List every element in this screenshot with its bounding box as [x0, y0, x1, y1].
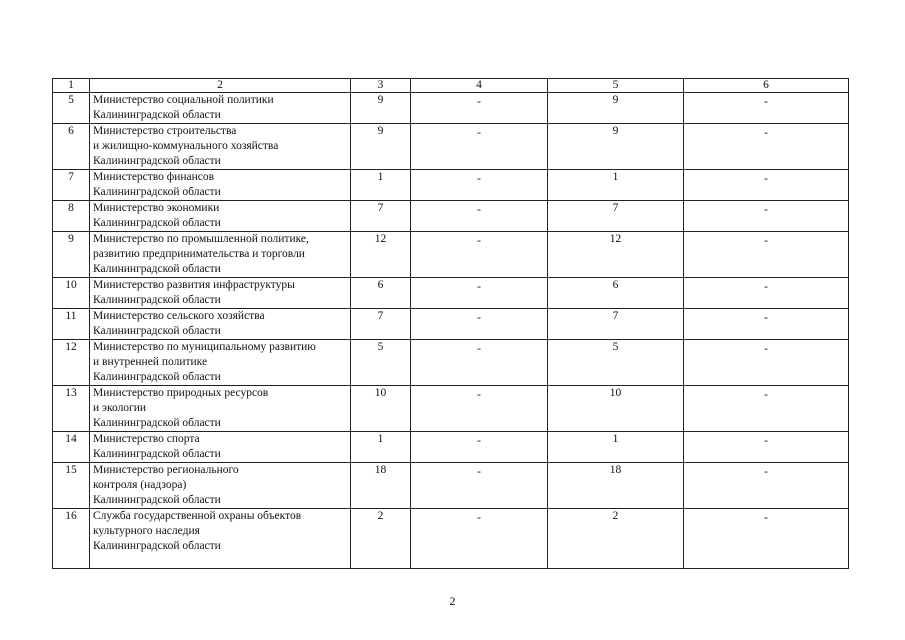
row-number: 9	[53, 232, 90, 278]
col6-value: -	[684, 509, 849, 569]
table-row	[53, 509, 849, 569]
col5-value: 1	[548, 432, 684, 463]
col6-value: -	[684, 278, 849, 309]
name-line: Министерство по промышленной политике,	[93, 233, 309, 245]
name-line: развитию предпринимательства и торговли	[93, 248, 305, 260]
col4-value: -	[411, 509, 548, 569]
organization-name	[90, 124, 351, 170]
name-line: Калининградской области	[93, 540, 221, 552]
col4-value: -	[411, 93, 548, 124]
row-number: 13	[53, 386, 90, 432]
col3-value: 6	[351, 278, 411, 309]
organization-name	[90, 93, 351, 124]
table-row	[53, 278, 849, 309]
name-line: Министерство развития инфраструктуры	[93, 279, 295, 291]
organization-name	[90, 201, 351, 232]
col3-value: 1	[351, 432, 411, 463]
col6-value: -	[684, 386, 849, 432]
header-col-5: 5	[548, 79, 684, 93]
name-line: Министерство сельского хозяйства	[93, 310, 265, 322]
row-number: 8	[53, 201, 90, 232]
col5-value: 7	[548, 201, 684, 232]
name-line: и внутренней политике	[93, 356, 208, 368]
name-line: Министерство строительства	[93, 125, 237, 137]
col5-value: 5	[548, 340, 684, 386]
name-line: Калининградской области	[93, 294, 221, 306]
name-line: Министерство природных ресурсов	[93, 387, 269, 399]
row-number: 10	[53, 278, 90, 309]
row-number: 15	[53, 463, 90, 509]
col4-value: -	[411, 432, 548, 463]
col5-value: 10	[548, 386, 684, 432]
organization-name	[90, 170, 351, 201]
table-row	[53, 170, 849, 201]
table-row	[53, 386, 849, 432]
col3-value: 9	[351, 93, 411, 124]
row-number: 12	[53, 340, 90, 386]
name-line: Калининградской области	[93, 109, 221, 121]
organization-name	[90, 463, 351, 509]
table-row	[53, 201, 849, 232]
organization-name	[90, 309, 351, 340]
organization-name	[90, 509, 351, 569]
row-number: 16	[53, 509, 90, 569]
name-line: Калининградской области	[93, 494, 221, 506]
col4-value: -	[411, 463, 548, 509]
allocation-table	[52, 78, 849, 569]
table-row	[53, 93, 849, 124]
name-line: Министерство регионального	[93, 464, 239, 476]
col6-value: -	[684, 232, 849, 278]
organization-name	[90, 232, 351, 278]
table-row	[53, 124, 849, 170]
name-line: Служба государственной охраны объектов	[93, 510, 302, 522]
col3-value: 12	[351, 232, 411, 278]
row-number: 7	[53, 170, 90, 201]
organization-name	[90, 432, 351, 463]
name-line: контроля (надзора)	[93, 479, 187, 491]
organization-name	[90, 386, 351, 432]
col4-value: -	[411, 309, 548, 340]
name-line: культурного наследия	[93, 525, 200, 537]
name-line: Калининградской области	[93, 217, 221, 229]
col3-value: 9	[351, 124, 411, 170]
name-line: Калининградской области	[93, 263, 221, 275]
col6-value: -	[684, 170, 849, 201]
name-line: Калининградской области	[93, 186, 221, 198]
col3-value: 7	[351, 201, 411, 232]
name-line: и жилищно-коммунального хозяйства	[93, 140, 279, 152]
col4-value: -	[411, 340, 548, 386]
col5-value: 12	[548, 232, 684, 278]
header-col-4: 4	[411, 79, 548, 93]
table-row	[53, 232, 849, 278]
name-line: и экологии	[93, 402, 147, 414]
col6-value: -	[684, 309, 849, 340]
row-number: 11	[53, 309, 90, 340]
name-line: Калининградской области	[93, 155, 221, 167]
name-line: Министерство спорта	[93, 433, 200, 445]
name-line: Министерство экономики	[93, 202, 220, 214]
col5-value: 7	[548, 309, 684, 340]
name-line: Калининградской области	[93, 448, 221, 460]
col3-value: 10	[351, 386, 411, 432]
organization-name	[90, 278, 351, 309]
name-line: Министерство по муниципальному развитию	[93, 341, 316, 353]
col4-value: -	[411, 201, 548, 232]
col4-value: -	[411, 232, 548, 278]
col4-value: -	[411, 278, 548, 309]
name-line: Министерство финансов	[93, 171, 215, 183]
row-number: 14	[53, 432, 90, 463]
col6-value: -	[684, 124, 849, 170]
row-number: 6	[53, 124, 90, 170]
col5-value: 1	[548, 170, 684, 201]
table-row	[53, 340, 849, 386]
page-number: 2	[449, 594, 456, 608]
col3-value: 7	[351, 309, 411, 340]
table-row	[53, 432, 849, 463]
header-col-6: 6	[684, 79, 849, 93]
organization-name	[90, 340, 351, 386]
col5-value: 9	[548, 93, 684, 124]
table-row	[53, 463, 849, 509]
name-line: Калининградской области	[93, 417, 221, 429]
name-line: Калининградской области	[93, 325, 221, 337]
name-line: Калининградской области	[93, 371, 221, 383]
col6-value: -	[684, 463, 849, 509]
col6-value: -	[684, 201, 849, 232]
header-col-1: 1	[53, 79, 90, 93]
col4-value: -	[411, 170, 548, 201]
header-col-3: 3	[351, 79, 411, 93]
row-number: 5	[53, 93, 90, 124]
col3-value: 2	[351, 509, 411, 569]
col5-value: 6	[548, 278, 684, 309]
name-line: Министерство социальной политики	[93, 94, 274, 106]
col5-value: 9	[548, 124, 684, 170]
col3-value: 18	[351, 463, 411, 509]
header-col-2: 2	[90, 79, 351, 93]
col4-value: -	[411, 124, 548, 170]
col5-value: 18	[548, 463, 684, 509]
col4-value: -	[411, 386, 548, 432]
col6-value: -	[684, 93, 849, 124]
col3-value: 5	[351, 340, 411, 386]
table-row	[53, 309, 849, 340]
col5-value: 2	[548, 509, 684, 569]
header-row	[53, 79, 849, 93]
col6-value: -	[684, 432, 849, 463]
col3-value: 1	[351, 170, 411, 201]
col6-value: -	[684, 340, 849, 386]
